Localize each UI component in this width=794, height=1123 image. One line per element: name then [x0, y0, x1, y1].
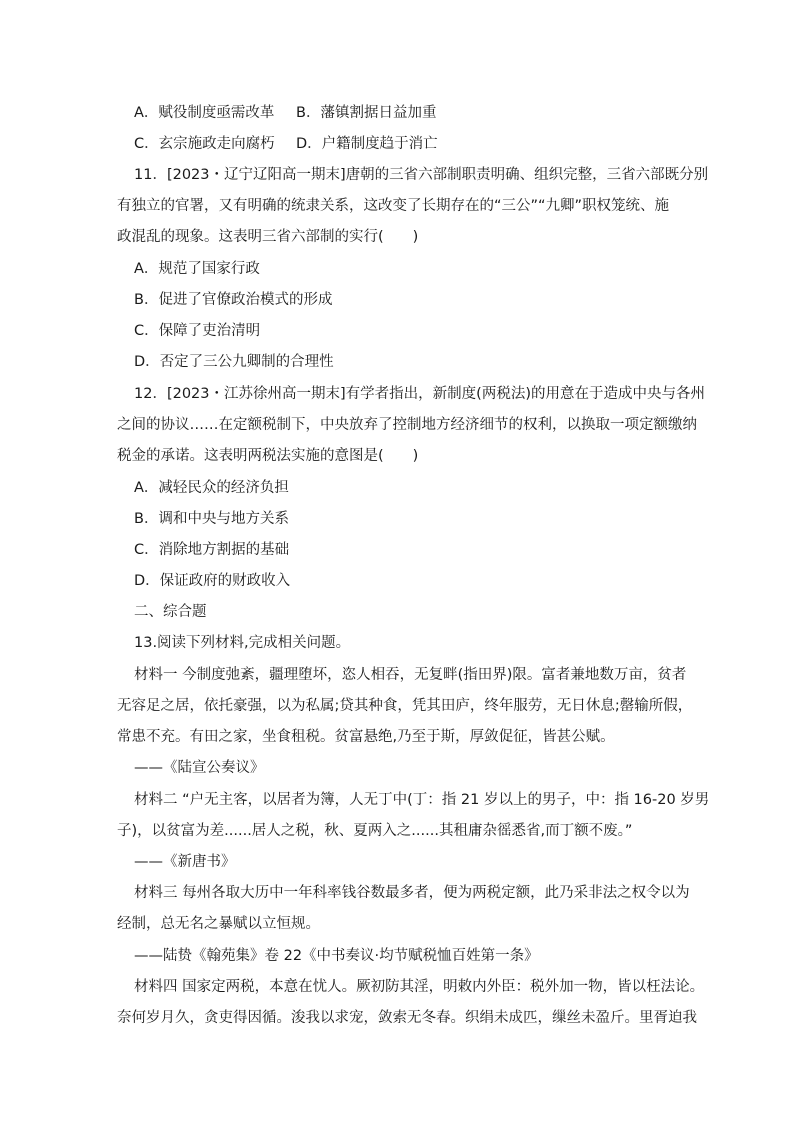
- material-4-line-2: 奈何岁月久，贪吏得因循。浚我以求宠，敛索无冬春。织绢未成匹，缫丝未盈斤。里胥迫我: [117, 1010, 697, 1026]
- q12-stem-line-3: 税金的承诺。这表明两税法实施的意图是( ): [117, 448, 419, 464]
- material-2-line-2: 子)，以贫富为差......居人之税，秋、夏两入之......其租庸杂徭悉省,而丁额不废。”: [117, 823, 633, 839]
- section-title: 二、综合题: [134, 604, 207, 620]
- q12-option-c: C．消除地方割据的基础: [134, 542, 290, 558]
- material-4-line-1: 材料四 国家定两税，本意在忧人。厥初防其淫，明敕内外臣：税外加一物，皆以枉法论。: [134, 979, 705, 995]
- q12-stem-line-2: 之间的协议……在定额税制下，中央放弃了控制地方经济细节的权利，以换取一项定额缴纳: [117, 417, 697, 433]
- q13-intro: 13.阅读下列材料,完成相关问题。: [134, 635, 351, 651]
- q12-option-d: D．保证政府的财政收入: [134, 573, 291, 589]
- material-3-source: ——陆贽《翰苑集》卷 22《中书奏议·均节赋税恤百姓第一条》: [134, 948, 539, 964]
- q12-stem-line-1: 12．[2023・江苏徐州高一期末]有学者指出，新制度(两税法)的用意在于造成中央与各州: [134, 386, 705, 402]
- q12-option-b: B．调和中央与地方关系: [134, 511, 289, 527]
- material-3-line-1: 材料三 每州各取大历中一年科率钱谷数最多者，便为两税定额，此乃采非法之权令以为: [134, 885, 690, 901]
- material-1-line-1: 材料一 今制度弛紊，疆理堕坏，恣人相吞，无复畔(指田界)限。富者兼地数万亩，贫者: [134, 667, 687, 683]
- material-1-line-3: 常患不充。有田之家，坐食租税。贫富悬绝,乃至于斯，厚敛促征，皆甚公赋。: [117, 729, 615, 745]
- q10-option-d: D．户籍制度趋于消亡: [296, 136, 438, 152]
- q11-stem-line-2: 有独立的官署，又有明确的统隶关系，这改变了长期存在的“三公”“九卿”职权笼统、施: [117, 198, 670, 214]
- q11-option-c: C．保障了吏治清明: [134, 323, 261, 339]
- material-2-source: ——《新唐书》: [134, 854, 236, 870]
- q10-option-b: B．藩镇割据日益加重: [296, 105, 437, 121]
- material-2-line-1: 材料二 “户无主客，以居者为簿，人无丁中(丁：指 21 岁以上的男子，中：指 16-20 岁男: [134, 792, 710, 808]
- material-1-source: ——《陆宣公奏议》: [134, 760, 265, 776]
- material-3-line-2: 经制，总无名之暴赋以立恒规。: [117, 916, 320, 932]
- q12-option-a: A．减轻民众的经济负担: [134, 480, 289, 496]
- material-1-line-2: 无容足之居，依托豪强，以为私属;贷其种食，凭其田庐，终年服劳，无日休息;罄输所假，: [117, 698, 693, 714]
- q11-option-a: A．规范了国家行政: [134, 261, 260, 277]
- q11-stem-line-3: 政混乱的现象。这表明三省六部制的实行( ): [117, 229, 419, 245]
- q10-option-c: C．玄宗施政走向腐朽: [134, 136, 275, 152]
- q11-stem-line-1: 11．[2023・辽宁辽阳高一期末]唐朝的三省六部制职责明确、组织完整，三省六部既分别: [134, 167, 709, 183]
- q10-options-row-1: [134, 103, 437, 123]
- q11-option-d: D．否定了三公九卿制的合理性: [134, 354, 334, 370]
- q10-options-row-2: [134, 134, 438, 154]
- q10-option-a: A．赋役制度亟需改革: [134, 105, 275, 121]
- q11-option-b: B．促进了官僚政治模式的形成: [134, 292, 333, 308]
